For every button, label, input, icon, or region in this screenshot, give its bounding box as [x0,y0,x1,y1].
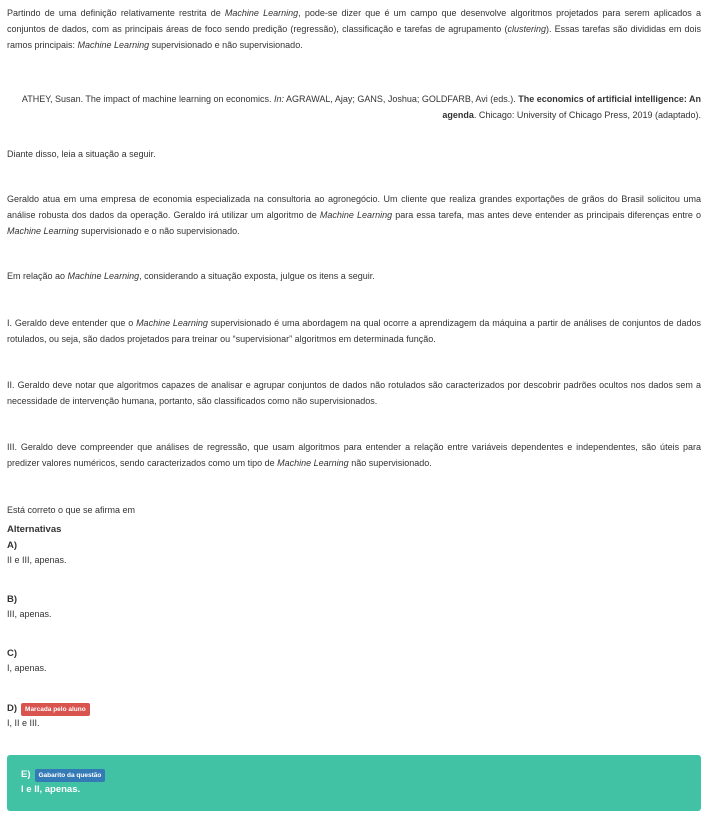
text: para essa tarefa, mas antes deve entender as principais diferenças entre o [392,210,701,220]
text-italic: Machine Learning [319,210,393,220]
alternative-text: II e III, apenas. [7,555,67,565]
citation-book: The economics of artificial intelligence: An agenda [442,94,701,120]
statement-item-2 [7,377,701,409]
citation-author: ATHEY, Susan. The impact of machine learning on economics. [21,94,275,104]
alternative-d[interactable] [7,702,90,730]
text-italic: Machine Learning [67,271,140,281]
text: I. Geraldo deve entender que o [7,318,137,328]
text: II. Geraldo deve notar que algoritmos capazes de analisar e agrupar conjuntos de dados não rotulados são caracterizados por descobrir padrões ocultos nos dados sem a necessidade de intervenção humana, portanto, são classificados como não supervisionados. [7,380,701,406]
intro-paragraph [7,5,701,53]
question-stem: Está correto o que se afirma em [7,505,136,515]
citation-editors: AGRAWAL, Ajay; GANS, Joshua; GOLDFARB, Avi (eds.). [284,94,519,104]
citation-publisher: . Chicago: University of Chicago Press, 2019 (adaptado). [473,110,701,120]
alternative-letter: A) [7,540,18,551]
text: supervisionado e não supervisionado. [149,40,303,50]
text-italic: Machine Learning [7,226,79,236]
alternative-letter: B) [7,594,18,605]
instruction-text: Diante disso, leia a situação a seguir. [7,149,156,159]
citation-in: In: [274,94,285,104]
text: Partindo de uma definição relativamente restrita de [7,8,225,18]
text: Geraldo atua em uma empresa de economia especializada na consultoria ao agronegócio. Um cliente que realiza grandes exportações de grãos do Brasil solicitou uma análise robusta dos dados da operação. Geraldo irá utilizar um algoritmo de [7,194,701,220]
text: não supervisionado. [348,458,432,468]
alternative-letter: C) [7,648,18,659]
student-answer-badge: Marcada pelo aluno [21,703,90,716]
situation-paragraph [7,191,701,239]
answer-key-badge: Gabarito da questão [35,769,106,782]
text: III. Geraldo deve compreender que análises de regressão, que usam algoritmos para entender a relação entre variáveis dependentes e independentes, são úteis para predizer valores numéricos, sendo caracterizados como um tipo de [7,442,701,468]
statement-item-1 [7,315,701,347]
alternative-b[interactable] [7,593,52,621]
prompt-text [7,268,375,284]
alternative-letter: D) [7,703,18,714]
alternative-c[interactable] [7,647,47,675]
text: supervisionado é uma abordagem na qual ocorre a aprendizagem da máquina a partir de análises de conjuntos de dados rotulados, ou seja, são dados projetados para treinar ou “supervisionar” algoritmos em determinada função. [7,318,701,344]
alternative-text: I e II, apenas. [21,784,81,795]
alternative-letter: E) [21,769,31,780]
text-italic: Machine Learning [136,318,208,328]
citation [7,91,701,123]
text-italic: Machine Learning [277,458,349,468]
text: ). Essas tarefas são divididas em dois ramos principais: [7,24,701,50]
alternative-text: I, II e III. [7,718,40,728]
text: , pode-se dizer que é um campo que desenvolve algoritmos projetados para serem aplicados a conjuntos de dados, com as principais áreas de foco sendo predição (regressão), classificação e tarefas de agrupamento ( [7,8,701,34]
alternative-e-correct-answer[interactable] [7,755,701,811]
text-italic: clustering [507,24,546,34]
text-italic: Machine Learning [77,40,150,50]
statement-item-3 [7,439,701,471]
alternative-text: III, apenas. [7,609,52,619]
alternative-text: I, apenas. [7,663,47,673]
text: Em relação ao [7,271,68,281]
text: supervisionado e o não supervisionado. [78,226,240,236]
alternative-a[interactable] [7,539,67,567]
alternatives-heading: Alternativas [7,524,62,535]
text-italic: Machine Learning [224,8,299,18]
text: , considerando a situação exposta, julgue os itens a seguir. [139,271,375,281]
